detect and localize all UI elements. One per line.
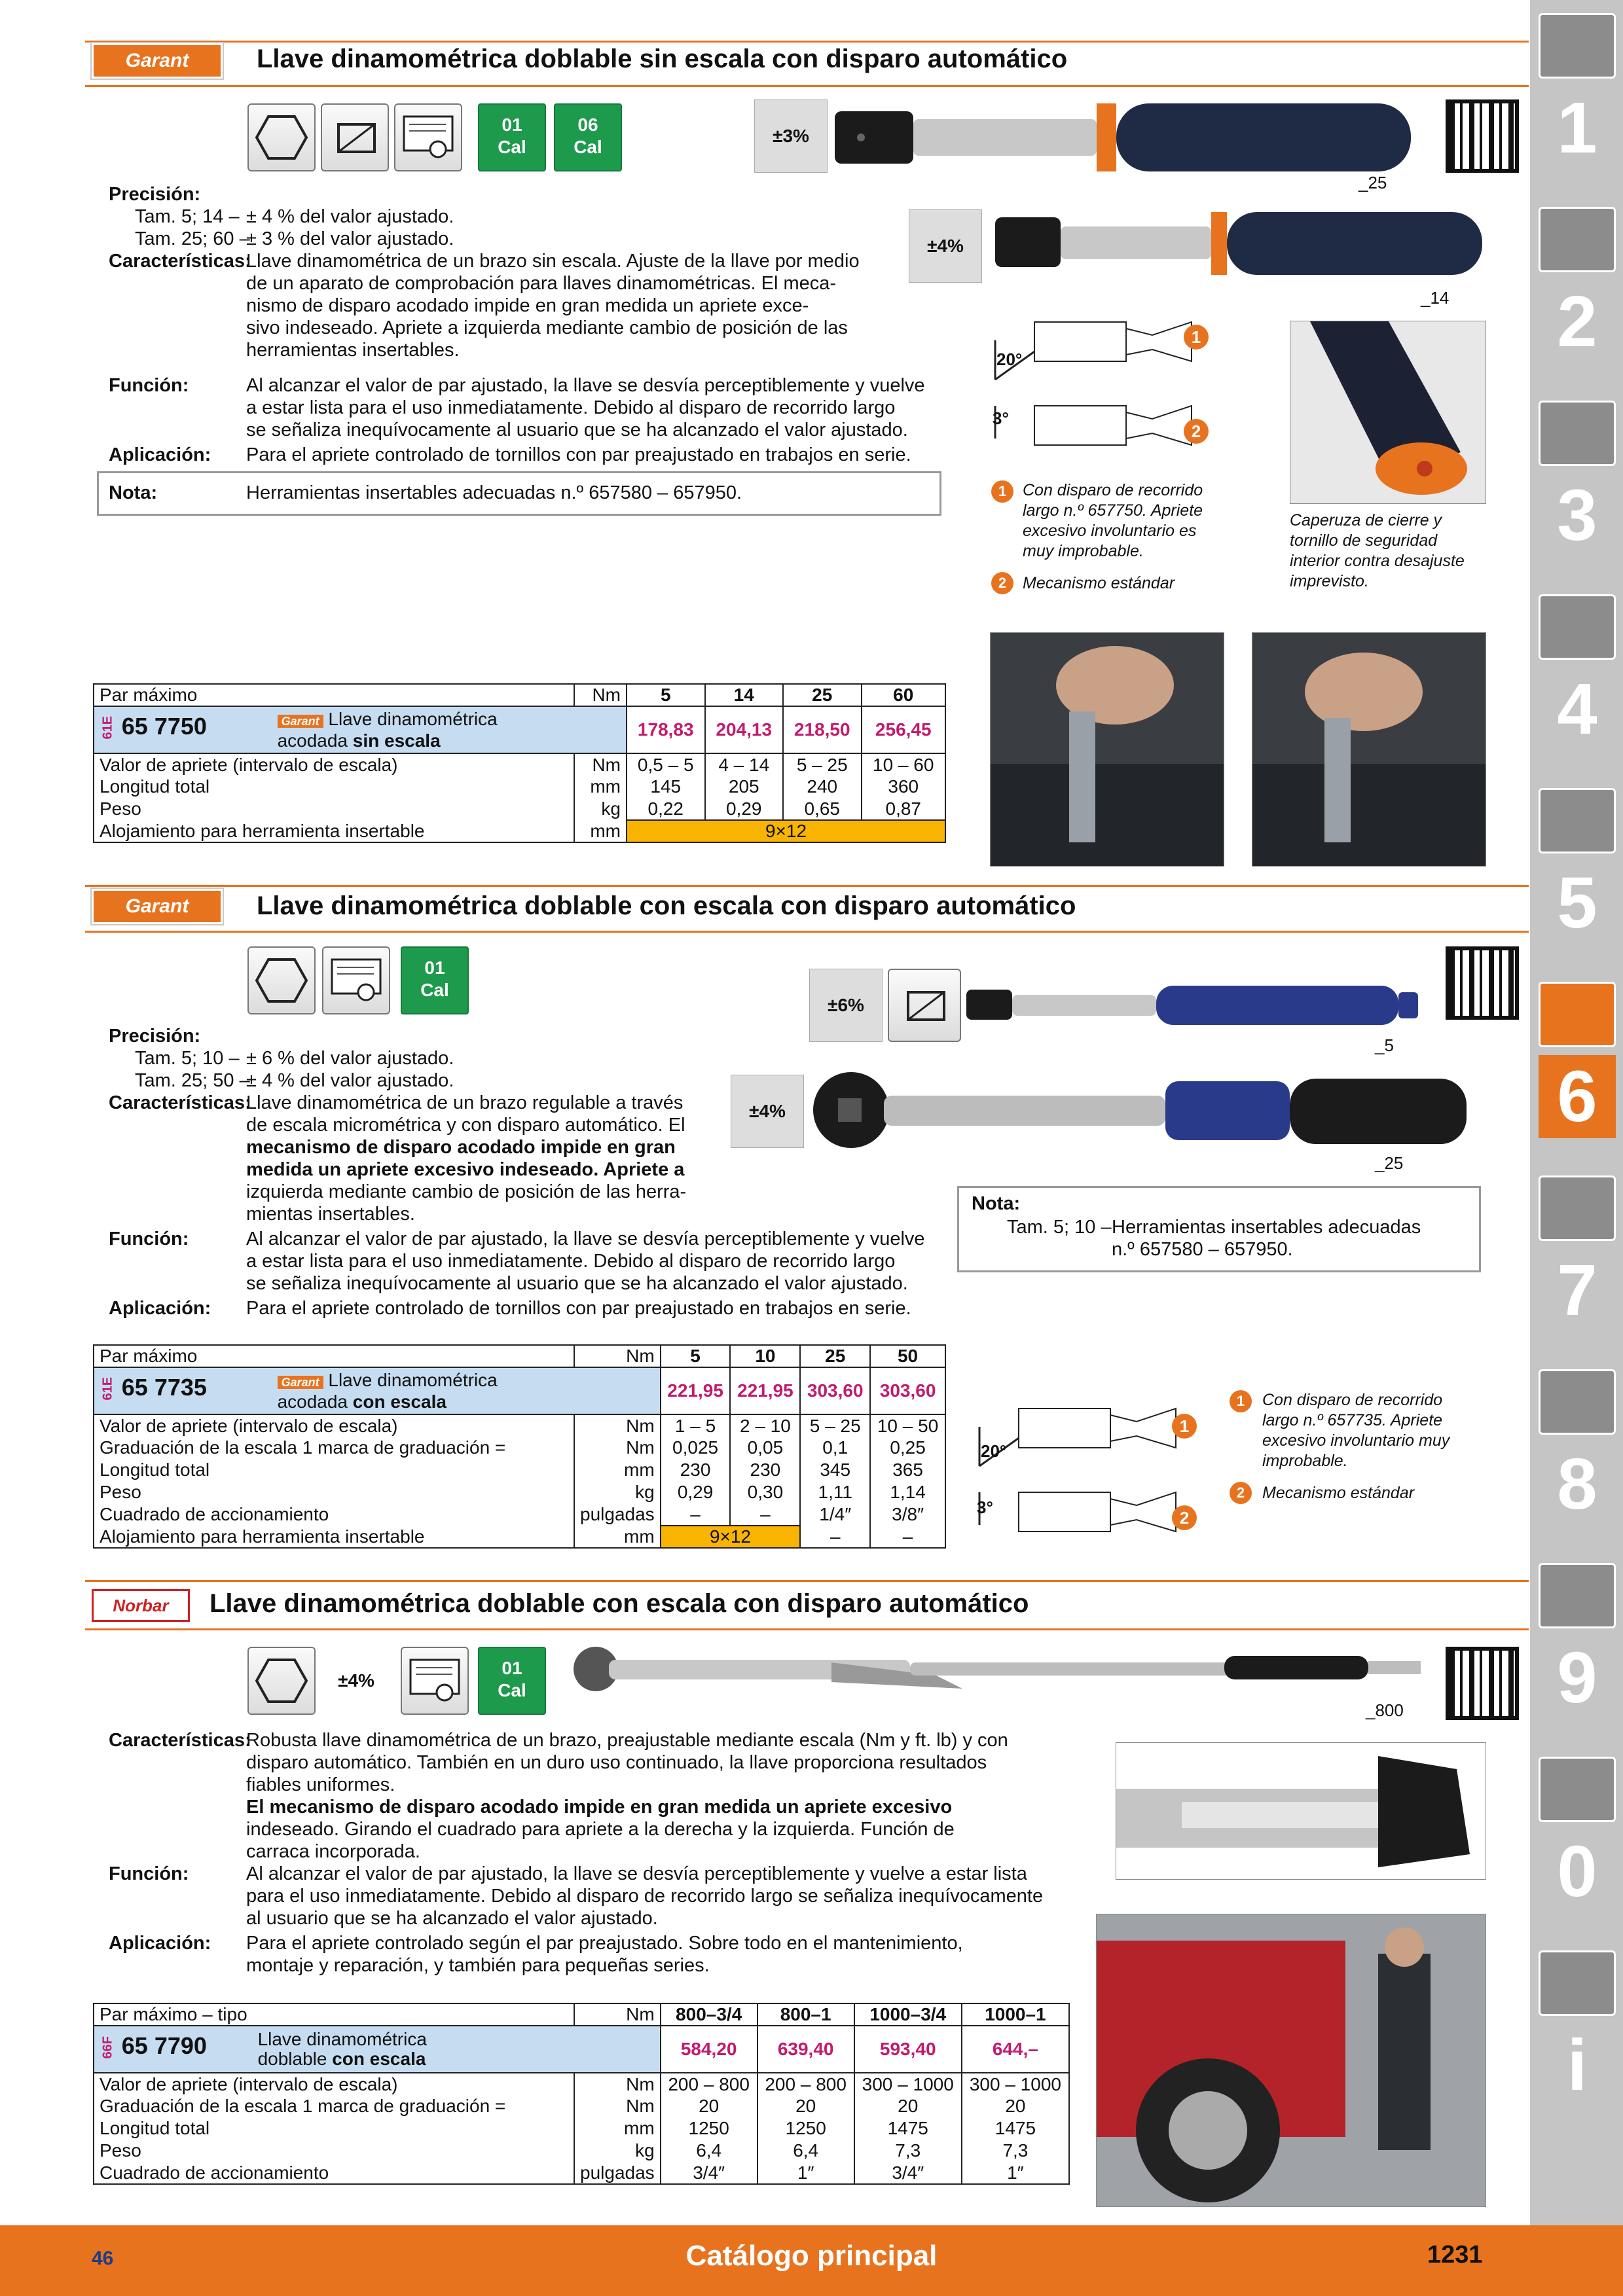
size-col: 800–1	[757, 2003, 854, 2026]
photo-caption: Caperuza de cierre y	[1290, 511, 1442, 529]
precision-value: ± 4 % del valor ajustado.	[246, 1070, 454, 1091]
table-cell: 1 – 5	[661, 1414, 731, 1437]
photo-caption: tornillo de seguridad	[1290, 531, 1438, 550]
product-cell	[94, 2026, 661, 2073]
code-tag: 61E	[100, 1377, 115, 1401]
table-cell: 10 – 60	[862, 753, 946, 776]
diagram-caption: Mecanismo estándar	[1262, 1484, 1415, 1502]
table-cell: 240	[783, 776, 862, 798]
features-text: nismo de disparo acodado impide en gran medida un apriete exce-	[246, 295, 809, 316]
square-profile-icon	[321, 103, 389, 171]
function-text: Al alcanzar el valor de par ajustado, la llave se desvía perceptiblemente y vuelve a estar lista	[246, 1863, 1027, 1884]
row-unit: mm	[574, 1526, 661, 1548]
price: 221,95	[730, 1367, 800, 1414]
product-desc-bold: con escala	[352, 1391, 447, 1412]
usage-photo	[990, 632, 1224, 867]
table-cell: 230	[661, 1459, 731, 1481]
note-text: n.º 657580 – 657950.	[1112, 1239, 1293, 1260]
price: 303,60	[870, 1367, 945, 1414]
features-text: mecanismo de disparo acodado impide en gran	[246, 1137, 676, 1158]
size-col: 5	[661, 1345, 731, 1367]
table-cell: 345	[800, 1459, 870, 1481]
row-label: Cuadrado de accionamiento	[94, 1503, 574, 1526]
qr-code-icon	[1446, 1647, 1519, 1720]
features-text: herramientas insertables.	[246, 340, 460, 361]
row-label: Alojamiento para herramienta insertable	[94, 1526, 574, 1548]
row-label: Valor de apriete (intervalo de escala)	[94, 1414, 574, 1437]
price: 644,–	[962, 2026, 1069, 2073]
brand-tag: Garant	[278, 1376, 323, 1389]
table-cell: 20	[661, 2095, 757, 2117]
table-cell: 6,4	[757, 2140, 854, 2162]
row-unit: mm	[574, 2117, 661, 2140]
precision-size: Tam. 25; 50 –	[135, 1070, 250, 1091]
row-unit: kg	[574, 798, 627, 820]
table-cell: 1250	[661, 2117, 757, 2140]
product-table	[93, 1344, 946, 1549]
qr-code-icon	[1446, 946, 1519, 1020]
table-cell: 205	[705, 776, 784, 798]
chapter-tab-7[interactable]: 7	[1557, 1250, 1597, 1331]
function-text: al usuario que se ha alcanzado el valor ajustado.	[246, 1908, 658, 1929]
size-col: 25	[800, 1345, 870, 1367]
chapter-tab-icon[interactable]	[1539, 401, 1616, 466]
size-col: 800–3/4	[661, 2003, 757, 2026]
diagram-caption: Con disparo de recorrido	[1023, 481, 1203, 499]
image-size-label: _25	[1375, 1153, 1404, 1173]
product-desc: Llave dinamométrica	[257, 2029, 427, 2049]
callout-number: 2	[991, 572, 1013, 594]
row-label: Longitud total	[94, 776, 574, 798]
unit: Nm	[574, 1345, 661, 1367]
row-label: Longitud total	[94, 1459, 574, 1481]
chapter-tab-5[interactable]: 5	[1557, 863, 1597, 943]
table-cell: 0,05	[730, 1437, 800, 1459]
angle-label: 3°	[977, 1498, 993, 1517]
certificate-icon	[394, 103, 462, 171]
table-cell: 5 – 25	[800, 1414, 870, 1437]
angle-label: 20°	[981, 1441, 1007, 1461]
diagram-caption: largo n.º 657735. Apriete	[1262, 1411, 1443, 1429]
image-size-label: _800	[1366, 1700, 1404, 1720]
table-cell: 360	[862, 776, 946, 798]
product-desc-bold: con escala	[332, 2049, 426, 2069]
section-rule	[85, 931, 1529, 933]
size-col: 60	[862, 684, 946, 706]
note-text: Herramientas insertables adecuadas n.º 657580 – 657950.	[246, 482, 742, 503]
product-desc: acodada	[277, 730, 353, 751]
certificate-icon	[322, 946, 390, 1014]
table-cell: 1250	[757, 2117, 854, 2140]
section-title: Llave dinamométrica doblable con escala con disparo automático	[210, 1589, 1029, 1618]
application-label: Aplicación:	[109, 444, 211, 465]
table-cell: 1″	[757, 2162, 854, 2184]
unit: Nm	[574, 684, 627, 706]
application-text: Para el apriete controlado de tornillos con par preajustado en trabajos en serie.	[246, 1298, 911, 1319]
product-desc-bold: sin escala	[352, 730, 441, 751]
note-label: Nota:	[109, 482, 158, 503]
callout-number: 1	[1230, 1390, 1252, 1412]
product-cell	[94, 1367, 661, 1414]
price: 639,40	[757, 2026, 854, 2073]
table-head: Par máximo	[94, 684, 574, 706]
table-cell: 3/4″	[854, 2162, 962, 2184]
callout-number: 1	[991, 480, 1013, 503]
page-number-left: 46	[92, 2248, 114, 2269]
product-desc: Llave dinamométrica	[328, 708, 498, 729]
table-cell: 1475	[854, 2117, 962, 2140]
features-text: sivo indeseado. Apriete a izquierda mediante cambio de posición de las	[246, 317, 848, 338]
features-text: El mecanismo de disparo acodado impide en gran medida un apriete excesivo	[246, 1797, 953, 1818]
angle-label: 3°	[993, 408, 1009, 428]
diagram-caption: Con disparo de recorrido	[1262, 1391, 1443, 1409]
photo-caption: imprevisto.	[1290, 572, 1369, 590]
chapter-tab-8[interactable]: 8	[1557, 1444, 1597, 1524]
function-text: Al alcanzar el valor de par ajustado, la llave se desvía perceptiblemente y vuelve	[246, 1229, 925, 1249]
row-label: Peso	[94, 798, 574, 820]
function-text: para el uso inmediatamente. Debido al disparo de recorrido largo se señaliza inequívocamente	[246, 1886, 1044, 1907]
row-unit: kg	[574, 2140, 661, 2162]
function-text: Al alcanzar el valor de par ajustado, la llave se desvía perceptiblemente y vuelve	[246, 375, 925, 396]
product-table	[93, 2003, 1070, 2185]
table-cell: 3/4″	[661, 2162, 757, 2184]
image-size-label: _14	[1421, 288, 1450, 308]
size-col: 5	[627, 684, 705, 706]
calibration-badge-01: 01 Cal	[478, 1647, 546, 1715]
precision-value: ± 3 % del valor ajustado.	[246, 228, 454, 249]
handle-detail-photo	[1290, 321, 1486, 504]
torque-wrench-image-25	[812, 1064, 1473, 1156]
chapter-tab-icon[interactable]	[1539, 1757, 1616, 1822]
code-tag: 61E	[100, 716, 115, 740]
torque-wrench-image-25	[835, 92, 1417, 183]
diagram-caption: excesivo involuntario es	[1023, 522, 1197, 540]
row-label: Peso	[94, 2140, 574, 2162]
table-cell: 1,14	[870, 1481, 945, 1503]
callout-number: 2	[1172, 1505, 1197, 1530]
size-col: 50	[870, 1345, 945, 1367]
features-label: Características:	[109, 1092, 251, 1113]
table-cell: 9×12	[627, 820, 945, 842]
function-text: a estar lista para el uso inmediatamente. Debido al disparo de recorrido largo	[246, 1251, 896, 1272]
section-title: Llave dinamométrica doblable sin escala con disparo automático	[257, 45, 1068, 73]
scale-detail-photo	[1116, 1742, 1486, 1880]
brand-tag: Garant	[278, 715, 323, 728]
table-cell: 145	[627, 776, 705, 798]
features-text: medida un apriete excesivo indeseado. Apriete a	[246, 1159, 685, 1180]
size-col: 14	[705, 684, 784, 706]
tolerance-badge: ±3%	[754, 99, 828, 173]
row-unit: kg	[574, 1481, 661, 1503]
note-label: Nota:	[972, 1193, 1021, 1214]
price: 584,20	[661, 2026, 757, 2073]
features-label: Características:	[109, 1730, 251, 1751]
features-text: Llave dinamométrica de un brazo sin escala. Ajuste de la llave por medio	[246, 251, 860, 272]
application-label: Aplicación:	[109, 1298, 211, 1319]
table-cell: 3/8″	[870, 1503, 945, 1526]
row-unit: Nm	[574, 2073, 661, 2095]
chapter-tab-0[interactable]: 0	[1557, 1831, 1597, 1912]
table-cell: 300 – 1000	[962, 2073, 1069, 2095]
table-cell: 300 – 1000	[854, 2073, 962, 2095]
torque-wrench-image-800	[570, 1643, 1434, 1715]
tolerance-badge: ±4%	[909, 209, 982, 283]
article-number[interactable]: 65 7750	[121, 713, 207, 740]
torque-wrench-image-14	[995, 203, 1486, 288]
note-text: Herramientas insertables adecuadas	[1112, 1217, 1421, 1238]
table-cell: 10 – 50	[870, 1414, 945, 1437]
features-text: indeseado. Girando el cuadrado para apriete a la derecha y la izquierda. Función de	[246, 1819, 955, 1840]
size-col: 25	[783, 684, 862, 706]
row-label: Graduación de la escala 1 marca de graduación =	[94, 1437, 574, 1459]
norbar-logo: Norbar	[92, 1589, 190, 1622]
table-cell: –	[661, 1503, 731, 1526]
features-text: carraca incorporada.	[246, 1841, 420, 1862]
row-unit: Nm	[574, 753, 627, 776]
garant-logo: Garant	[92, 889, 223, 924]
hexagon-icon	[247, 103, 316, 171]
callout-number: 2	[1230, 1482, 1252, 1504]
row-unit: pulgadas	[574, 1503, 661, 1526]
calibration-badge-06: 06 Cal	[554, 103, 622, 171]
product-table	[93, 683, 946, 843]
diagram-caption: largo n.º 657750. Apriete	[1023, 501, 1203, 520]
features-text: de un aparato de comprobación para llaves dinamométricas. El meca-	[246, 273, 837, 294]
price: 593,40	[854, 2026, 962, 2073]
function-text: a estar lista para el uso inmediatamente. Debido al disparo de recorrido largo	[246, 397, 896, 418]
chapter-tab-icon[interactable]	[1539, 788, 1616, 853]
chapter-tab-3[interactable]: 3	[1557, 475, 1597, 556]
image-size-label: _25	[1359, 173, 1387, 192]
product-desc: acodada	[277, 1391, 353, 1412]
table-head: Par máximo – tipo	[94, 2003, 574, 2026]
section-rule	[85, 41, 1529, 43]
table-cell: 0,30	[730, 1481, 800, 1503]
product-cell	[94, 706, 627, 753]
usage-photo	[1252, 632, 1486, 867]
code-tag: 66F	[100, 2036, 115, 2059]
table-cell: 0,65	[783, 798, 862, 820]
features-text: fiables uniformes.	[246, 1774, 395, 1795]
features-text: Llave dinamométrica de un brazo regulable a través	[246, 1092, 684, 1113]
callout-number: 2	[1184, 419, 1209, 444]
product-desc: doblable	[257, 2049, 333, 2069]
row-unit: Nm	[574, 1437, 661, 1459]
application-text: montaje y reparación, y también para pequeñas series.	[246, 1955, 710, 1976]
product-desc: Llave dinamométrica	[328, 1369, 498, 1390]
table-cell: 1,11	[800, 1481, 870, 1503]
features-text: de escala micrométrica y con disparo automático. El	[246, 1115, 685, 1136]
row-unit: mm	[574, 1459, 661, 1481]
precision-value: ± 4 % del valor ajustado.	[246, 206, 454, 227]
footer-title: Catálogo principal	[685, 2240, 938, 2272]
row-unit: pulgadas	[574, 2162, 661, 2184]
row-label: Longitud total	[94, 2117, 574, 2140]
diagram-caption: muy improbable.	[1023, 542, 1144, 560]
table-cell: 0,22	[627, 798, 705, 820]
row-unit: Nm	[574, 1414, 661, 1437]
diagram-caption: improbable.	[1262, 1452, 1348, 1470]
size-col: 1000–1	[962, 2003, 1069, 2026]
size-col: 10	[730, 1345, 800, 1367]
row-label: Cuadrado de accionamiento	[94, 2162, 574, 2184]
chapter-tab-4[interactable]: 4	[1557, 669, 1597, 749]
tolerance-badge: ±4%	[731, 1075, 804, 1148]
price: 256,45	[862, 706, 946, 753]
section-rule	[85, 1580, 1529, 1582]
photo-caption: interior contra desajuste	[1290, 552, 1465, 570]
chapter-tab-9[interactable]: 9	[1557, 1638, 1597, 1718]
row-unit: mm	[574, 820, 627, 842]
table-cell: –	[730, 1503, 800, 1526]
table-cell: 9×12	[661, 1526, 801, 1548]
section-rule	[85, 885, 1529, 887]
price: 303,60	[800, 1367, 870, 1414]
garant-logo: Garant	[92, 43, 223, 79]
table-cell: 0,29	[661, 1481, 731, 1503]
calibration-badge-01: 01 Cal	[401, 946, 469, 1014]
function-label: Función:	[109, 1863, 189, 1884]
chapter-tab-icon[interactable]	[1539, 1563, 1616, 1628]
section-title: Llave dinamométrica doblable con escala con disparo automático	[257, 891, 1076, 920]
price: 178,83	[627, 706, 705, 753]
table-cell: 0,87	[862, 798, 946, 820]
table-cell: 230	[730, 1459, 800, 1481]
row-label: Peso	[94, 1481, 574, 1503]
table-cell: 0,1	[800, 1437, 870, 1459]
row-label: Valor de apriete (intervalo de escala)	[94, 753, 574, 776]
table-cell: 2 – 10	[730, 1414, 800, 1437]
hexagon-icon	[247, 1647, 316, 1715]
precision-label: Precisión:	[109, 1026, 201, 1047]
table-cell: 20	[962, 2095, 1069, 2117]
table-cell: 1″	[962, 2162, 1069, 2184]
table-cell: 200 – 800	[757, 2073, 854, 2095]
qr-code-icon	[1446, 99, 1519, 173]
table-cell: 0,025	[661, 1437, 731, 1459]
table-cell: 7,3	[962, 2140, 1069, 2162]
features-text: mientas insertables.	[246, 1204, 415, 1225]
article-number[interactable]: 65 7790	[121, 2032, 207, 2060]
row-unit: mm	[574, 776, 627, 798]
chapter-tab-icon[interactable]	[1539, 1175, 1616, 1241]
chapter-tab-icon[interactable]	[1539, 982, 1616, 1047]
hexagon-icon	[247, 946, 316, 1014]
features-label: Características:	[109, 251, 251, 272]
precision-size: Tam. 5; 10 –	[135, 1048, 240, 1069]
tolerance-badge: ±4%	[322, 1647, 390, 1715]
table-cell: 365	[870, 1459, 945, 1481]
page-number-right: 1231	[1427, 2241, 1483, 2269]
row-label: Graduación de la escala 1 marca de graduación =	[94, 2095, 574, 2117]
application-label: Aplicación:	[109, 1933, 211, 1954]
table-cell: 20	[757, 2095, 854, 2117]
torque-wrench-image-5	[966, 979, 1425, 1031]
application-text: Para el apriete controlado de tornillos con par preajustado en trabajos en serie.	[246, 444, 911, 465]
callout-number: 1	[1184, 325, 1209, 350]
features-text: disparo automático. También en un duro uso continuado, la llave proporciona resultados	[246, 1752, 987, 1773]
row-unit: Nm	[574, 2095, 661, 2117]
table-cell: –	[800, 1526, 870, 1548]
chapter-tab-icon[interactable]	[1539, 13, 1616, 79]
chapter-tab-icon[interactable]	[1539, 1369, 1616, 1435]
table-head: Par máximo	[94, 1345, 574, 1367]
unit: Nm	[574, 2003, 661, 2026]
table-cell: 0,25	[870, 1437, 945, 1459]
chapter-tab-2[interactable]: 2	[1557, 281, 1597, 362]
chapter-tab-icon[interactable]	[1539, 1950, 1616, 2016]
square-profile-icon	[888, 969, 961, 1042]
table-cell: –	[870, 1526, 945, 1548]
chapter-tab-icon[interactable]	[1539, 594, 1616, 660]
table-cell: 1/4″	[800, 1503, 870, 1526]
certificate-icon	[401, 1647, 469, 1715]
callout-number: 1	[1172, 1414, 1197, 1439]
features-text: Robusta llave dinamométrica de un brazo, preajustable mediante escala (Nm y ft. lb) y con	[246, 1730, 1008, 1751]
precision-size: Tam. 25; 60 –	[135, 228, 250, 249]
table-cell: 0,5 – 5	[627, 753, 705, 776]
table-cell: 20	[854, 2095, 962, 2117]
usage-photo-truck	[1096, 1914, 1486, 2207]
application-text: Para el apriete controlado según el par preajustado. Sobre todo en el mantenimiento,	[246, 1933, 963, 1954]
section-rule	[85, 1628, 1529, 1630]
function-label: Función:	[109, 375, 189, 396]
features-text: izquierda mediante cambio de posición de las herra-	[246, 1181, 687, 1202]
function-label: Función:	[109, 1229, 189, 1249]
precision-value: ± 6 % del valor ajustado.	[246, 1048, 454, 1069]
angle-label: 20°	[996, 350, 1023, 369]
row-label: Valor de apriete (intervalo de escala)	[94, 2073, 574, 2095]
tolerance-badge: ±6%	[809, 969, 883, 1042]
function-text: se señaliza inequívocamente al usuario que se ha alcanzado el valor ajustado.	[246, 420, 908, 440]
calibration-badge-01: 01 Cal	[478, 103, 546, 171]
table-cell: 5 – 25	[783, 753, 862, 776]
table-cell: 0,29	[705, 798, 784, 820]
note-size: Tam. 5; 10 –	[1007, 1217, 1112, 1238]
row-label: Alojamiento para herramienta insertable	[94, 820, 574, 842]
table-cell: 1475	[962, 2117, 1069, 2140]
table-cell: 200 – 800	[661, 2073, 757, 2095]
chapter-tab-6[interactable]: 6	[1539, 1055, 1616, 1138]
chapter-tab-i[interactable]: i	[1567, 2025, 1588, 2106]
price: 204,13	[705, 706, 784, 753]
price: 218,50	[783, 706, 862, 753]
image-size-label: _5	[1375, 1035, 1394, 1055]
precision-size: Tam. 5; 14 –	[135, 206, 240, 227]
table-cell: 4 – 14	[705, 753, 784, 776]
price: 221,95	[661, 1367, 731, 1414]
article-number[interactable]: 65 7735	[121, 1374, 207, 1401]
chapter-tab-icon[interactable]	[1539, 207, 1616, 272]
precision-label: Precisión:	[109, 184, 201, 205]
diagram-caption: excesivo involuntario muy	[1262, 1431, 1450, 1450]
section-rule	[85, 85, 1529, 87]
diagram-caption: Mecanismo estándar	[1023, 574, 1175, 592]
function-text: se señaliza inequívocamente al usuario que se ha alcanzado el valor ajustado.	[246, 1273, 908, 1294]
chapter-tab-1[interactable]: 1	[1557, 88, 1597, 168]
size-col: 1000–3/4	[854, 2003, 962, 2026]
table-cell: 7,3	[854, 2140, 962, 2162]
table-cell: 6,4	[661, 2140, 757, 2162]
